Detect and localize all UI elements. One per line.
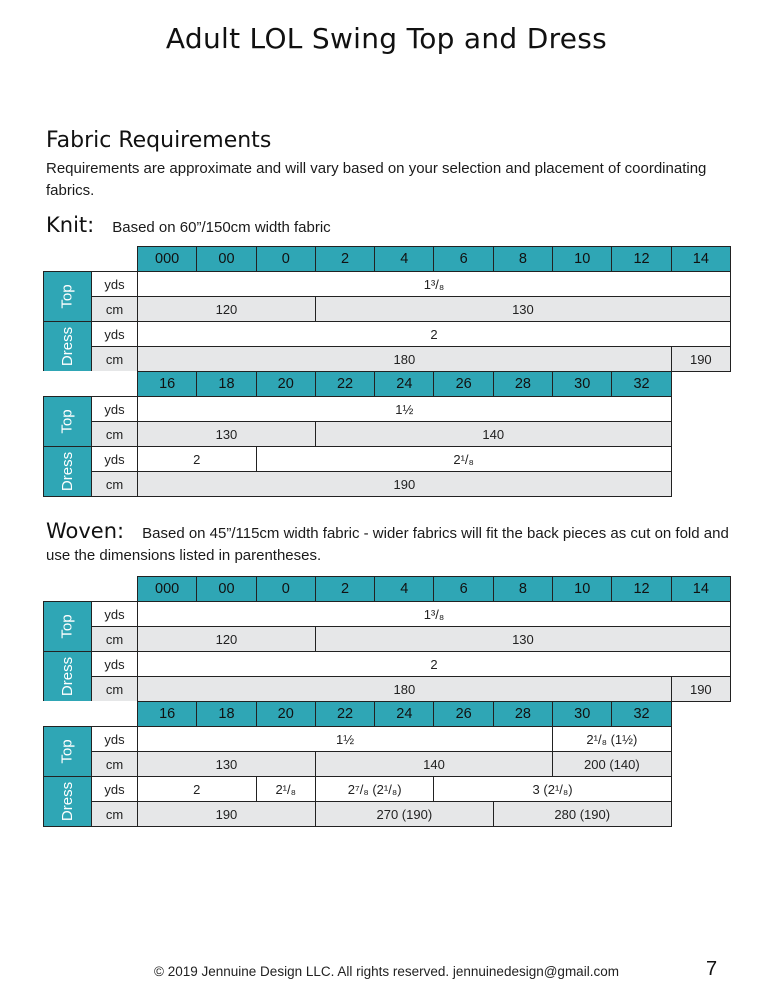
unit-label: cm	[91, 421, 138, 447]
value-cell: 270 (190)	[315, 801, 494, 827]
knit-note: Based on 60”/150cm width fabric	[112, 219, 331, 236]
section-title: Fabric Requirements	[46, 128, 272, 153]
size-header: 28	[493, 371, 553, 397]
value-cell: 1³/₈	[137, 601, 731, 627]
size-header: 18	[196, 371, 256, 397]
value-cell: 2¹/₈	[256, 446, 672, 472]
unit-label: cm	[91, 751, 138, 777]
size-header: 8	[493, 576, 553, 602]
group-label-top: Top	[43, 726, 92, 777]
value-cell: 1³/₈	[137, 271, 731, 297]
size-header: 12	[611, 246, 671, 272]
woven-table	[43, 576, 730, 826]
value-cell: 130	[137, 421, 316, 447]
unit-label: yds	[91, 601, 138, 627]
size-header: 6	[433, 246, 493, 272]
size-header: 0	[256, 246, 316, 272]
size-header: 2	[315, 576, 375, 602]
group-label-dress: Dress	[43, 651, 92, 702]
size-header: 32	[611, 701, 671, 727]
size-header: 10	[552, 246, 612, 272]
size-header: 22	[315, 371, 375, 397]
unit-label: cm	[91, 801, 138, 827]
value-cell: 180	[137, 676, 672, 702]
group-label-top: Top	[43, 601, 92, 652]
unit-label: yds	[91, 726, 138, 752]
size-header: 00	[196, 576, 256, 602]
size-header: 00	[196, 246, 256, 272]
size-header: 24	[374, 701, 434, 727]
size-header: 16	[137, 701, 197, 727]
unit-label: yds	[91, 321, 138, 347]
size-header: 000	[137, 246, 197, 272]
size-header: 10	[552, 576, 612, 602]
value-cell: 1½	[137, 396, 672, 422]
size-header: 20	[256, 701, 316, 727]
value-cell: 190	[137, 801, 316, 827]
value-cell: 130	[315, 296, 731, 322]
value-cell: 2¹/₈ (1½)	[552, 726, 672, 752]
size-header: 32	[611, 371, 671, 397]
unit-label: cm	[91, 471, 138, 497]
size-header: 14	[671, 246, 731, 272]
intro-text: Requirements are approximate and will vary based on your selection and placement of coordinating fabrics.	[46, 160, 707, 199]
value-cell: 200 (140)	[552, 751, 672, 777]
knit-table	[43, 246, 730, 496]
value-cell: 2	[137, 776, 257, 802]
size-header: 2	[315, 246, 375, 272]
value-cell: 130	[137, 751, 316, 777]
value-cell: 130	[315, 626, 731, 652]
size-header: 26	[433, 371, 493, 397]
knit-label: Knit:	[46, 213, 95, 237]
size-header: 28	[493, 701, 553, 727]
size-header: 20	[256, 371, 316, 397]
unit-label: cm	[91, 346, 138, 372]
value-cell: 190	[671, 676, 731, 702]
value-cell: 2⁷/₈ (2¹/₈)	[315, 776, 435, 802]
size-header: 16	[137, 371, 197, 397]
woven-label: Woven:	[46, 519, 125, 543]
size-header: 4	[374, 576, 434, 602]
size-header: 30	[552, 701, 612, 727]
size-header: 000	[137, 576, 197, 602]
size-header: 4	[374, 246, 434, 272]
woven-note: Based on 45”/115cm width fabric - wider fabrics will fit the back pieces as cut on fold and use the dimensions listed in parentheses.	[46, 525, 729, 564]
value-cell: 120	[137, 296, 316, 322]
size-header: 22	[315, 701, 375, 727]
value-cell: 1½	[137, 726, 553, 752]
value-cell: 190	[671, 346, 731, 372]
size-header: 8	[493, 246, 553, 272]
woven-heading	[46, 520, 736, 567]
size-header: 6	[433, 576, 493, 602]
value-cell: 2¹/₈	[256, 776, 316, 802]
size-header: 30	[552, 371, 612, 397]
unit-label: cm	[91, 676, 138, 702]
size-header: 14	[671, 576, 731, 602]
size-header: 18	[196, 701, 256, 727]
group-label-dress: Dress	[43, 321, 92, 372]
value-cell: 140	[315, 751, 553, 777]
knit-heading	[46, 214, 331, 239]
unit-label: yds	[91, 396, 138, 422]
size-header: 0	[256, 576, 316, 602]
value-cell: 2	[137, 651, 731, 677]
unit-label: yds	[91, 271, 138, 297]
page-number: 7	[706, 958, 718, 980]
group-label-dress: Dress	[43, 776, 92, 827]
size-header: 24	[374, 371, 434, 397]
size-header: 12	[611, 576, 671, 602]
size-header: 26	[433, 701, 493, 727]
value-cell: 180	[137, 346, 672, 372]
value-cell: 190	[137, 471, 672, 497]
group-label-top: Top	[43, 271, 92, 322]
value-cell: 140	[315, 421, 672, 447]
group-label-top: Top	[43, 396, 92, 447]
value-cell: 280 (190)	[493, 801, 672, 827]
value-cell: 2	[137, 446, 257, 472]
unit-label: yds	[91, 651, 138, 677]
footer-copyright: © 2019 Jennuine Design LLC. All rights reserved. jennuinedesign@gmail.com	[154, 964, 619, 979]
page-title: Adult LOL Swing Top and Dress	[165, 22, 608, 55]
value-cell: 3 (2¹/₈)	[433, 776, 671, 802]
value-cell: 120	[137, 626, 316, 652]
unit-label: cm	[91, 296, 138, 322]
unit-label: cm	[91, 626, 138, 652]
group-label-dress: Dress	[43, 446, 92, 497]
unit-label: yds	[91, 446, 138, 472]
value-cell: 2	[137, 321, 731, 347]
unit-label: yds	[91, 776, 138, 802]
